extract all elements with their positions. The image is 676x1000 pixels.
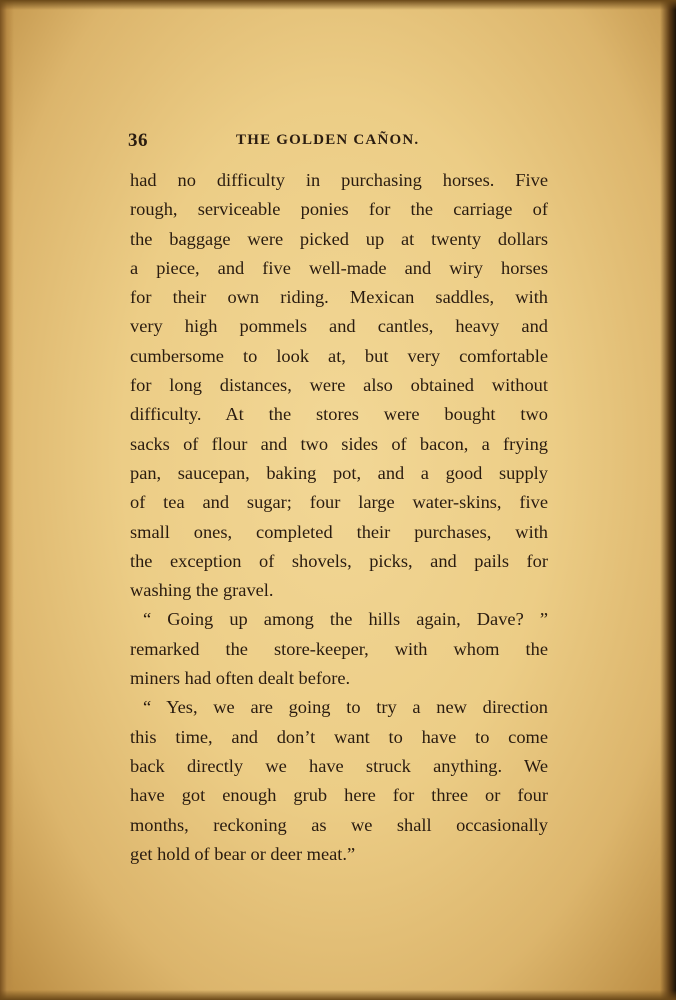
text-line: rough, serviceable ponies for the carriage of — [130, 199, 548, 220]
text-line: pan, saucepan, baking pot, and a good supply — [130, 462, 548, 483]
page-top-edge — [0, 0, 676, 10]
text-line: miners had often dealt before. — [130, 668, 351, 689]
text-line: a piece, and five well-made and wiry horses — [130, 257, 548, 278]
text-line: get hold of bear or deer meat.” — [130, 843, 356, 864]
body-text — [130, 166, 548, 869]
running-title: THE GOLDEN CAÑON. — [236, 132, 420, 148]
text-line: of tea and sugar; four large water-skins, five — [130, 492, 548, 513]
page-right-edge — [660, 0, 676, 1000]
text-line: had no difficulty in purchasing horses. Five — [130, 170, 548, 190]
text-line: sacks of flour and two sides of bacon, a frying — [130, 433, 548, 454]
text-line: difficulty. At the stores were bought two — [130, 404, 548, 425]
text-line: back directly we have struck anything. We — [130, 755, 548, 776]
text-line: for long distances, were also obtained without — [130, 375, 548, 396]
text-line: washing the gravel. — [130, 580, 274, 601]
text-line: “ Yes, we are going to try a new direction — [143, 697, 548, 718]
page-bottom-edge — [0, 990, 676, 1000]
text-line: this time, and don’t want to have to come — [130, 726, 548, 747]
text-line: remarked the store-keeper, with whom the — [130, 638, 548, 659]
running-head — [128, 130, 548, 154]
text-line: “ Going up among the hills again, Dave? ” — [143, 609, 548, 630]
text-line: have got enough grub here for three or four — [130, 785, 548, 806]
text-line: small ones, completed their purchases, with — [130, 521, 548, 542]
page-left-edge — [0, 0, 14, 1000]
text-line: very high pommels and cantles, heavy and — [130, 316, 548, 337]
text-line: for their own riding. Mexican saddles, with — [130, 287, 548, 308]
text-line: months, reckoning as we shall occasionally — [130, 814, 548, 835]
text-line: cumbersome to look at, but very comfortable — [130, 345, 548, 366]
text-line: the exception of shovels, picks, and pails for — [130, 550, 548, 571]
page-number: 36 — [128, 130, 148, 151]
text-line: the baggage were picked up at twenty dollars — [130, 228, 548, 249]
